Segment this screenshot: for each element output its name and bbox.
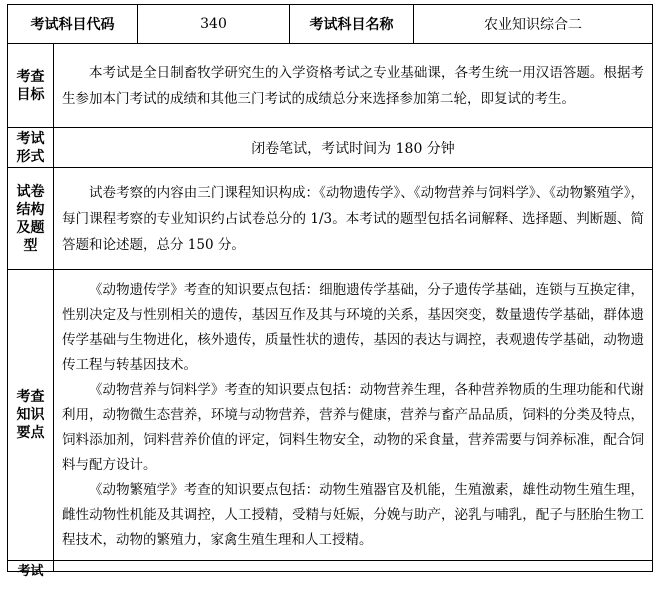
structure-label [8,168,54,270]
subject-code-label: 考试科目代码 [8,5,138,44]
next-content [54,561,653,572]
format-label-line: 考试 [16,130,45,147]
objective-label-line: 目标 [16,86,45,103]
structure-label-line: 型 [23,237,38,254]
subject-code-value: 340 [138,5,290,44]
objective-content [54,44,653,128]
syllabus-table [7,4,653,579]
format-label-line: 形式 [16,148,45,165]
knowledge-row [8,270,653,561]
objective-label-line: 考查 [16,68,45,85]
objective-row [8,44,653,128]
subject-name-value: 农业知识综合二 [414,5,653,44]
structure-text: 试卷考察的内容由三门课程知识构成：《动物遗传学》、《动物营养与饲料学》、《动物繁殖学》，每门课程考察的专业知识约占试卷总分的 1/3。本考试的题型包括名词解释、选择题、判断题、简答题和论述题，总分 150 分。 [62,184,644,253]
knowledge-content [54,270,653,561]
structure-label-line: 结构 [16,201,45,218]
next-label-text: 考试 [17,564,44,579]
objective-label [8,44,54,128]
structure-content [54,168,653,270]
knowledge-label-line: 知识 [16,407,45,423]
knowledge-paragraph-reproduction: 《动物繁殖学》考查的知识要点包括：动物生殖器官及机能，生殖激素，雄性动物生殖生理，雌性动物性机能及其调控，人工授精，受精与妊娠，分娩与助产，泌乳与哺乳，配子与胚胎生物工程技术，动物的繁殖力，家禽生殖生理和人工授精。 [62,481,644,548]
next-label [8,561,54,579]
structure-label-line: 试卷 [16,183,45,200]
structure-row [8,168,653,270]
knowledge-label-line: 要点 [16,425,45,441]
subject-name-label: 考试科目名称 [290,5,414,44]
knowledge-paragraph-nutrition: 《动物营养与饲料学》考查的知识要点包括：动物营养生理，各种营养物质的生理功能和代谢利用，动物微生态营养，环境与动物营养，营养与健康，营养与畜产品品质，饲料的分类及特点，饲料添加剂，饲料营养价值的评定，饲料生物安全，动物的采食量，营养需要与饲养标准，配合饲料与配方设计。 [62,381,644,473]
format-row [8,128,653,168]
structure-label-line: 及题 [16,219,45,236]
knowledge-label-line: 考查 [16,389,45,405]
objective-text: 本考试是全日制畜牧学研究生的入学资格考试之专业基础课，各考生统一用汉语答题。根据考生参加本门考试的成绩和其他三门考试的成绩总分来选择参加第二轮，即复试的考生。 [62,64,644,107]
knowledge-label [8,270,54,561]
header-row [8,5,653,44]
knowledge-paragraph-genetics: 《动物遗传学》考查的知识要点包括：细胞遗传学基础，分子遗传学基础，连锁与互换定律，性别决定及与性别相关的遗传，基因互作及其与环境的关系，基因突变，数量遗传学基础，群体遗传学基础与生物进化，核外遗传，质量性状的遗传，基因的表达与调控，表观遗传学基础，动物遗传工程与转基因技术。 [62,281,644,373]
format-text: 闭卷笔试，考试时间为 180 分钟 [54,128,653,168]
format-label [8,128,54,168]
next-row [8,561,653,572]
